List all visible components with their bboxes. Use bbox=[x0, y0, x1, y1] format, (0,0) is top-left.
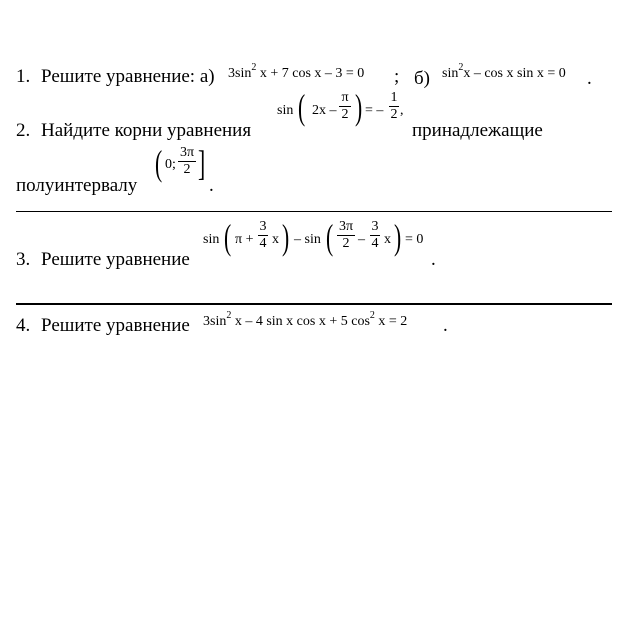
task4-equation: $3\sin^2$ x – 4 sin x cos x + 5 $\cos^2 x = 2$ bbox=[203, 310, 408, 329]
divider-rule-2 bbox=[16, 303, 612, 305]
task2-text: Найдите корни уравнения bbox=[41, 120, 252, 141]
task1-text: Решите уравнение: а) bbox=[41, 66, 215, 87]
task4-number: 4. bbox=[16, 315, 31, 336]
task1-separator: ; bbox=[394, 66, 400, 87]
task4-text: Решите уравнение bbox=[41, 315, 190, 336]
task3-text: Решите уравнение bbox=[41, 249, 190, 270]
task3-number: 3. bbox=[16, 249, 31, 270]
task3-end: . bbox=[431, 249, 436, 270]
task2-after-text: принадлежащие bbox=[412, 120, 543, 141]
task1-a-expression: $3\sin^2$ x + 7 cos x – 3 = 0 bbox=[228, 62, 365, 81]
task2-number: 2. bbox=[16, 120, 31, 141]
task2-end: . bbox=[209, 175, 214, 196]
task1-number: 1. bbox=[16, 66, 31, 87]
task4-end: . bbox=[443, 315, 448, 336]
task1-b-label: б) bbox=[414, 68, 430, 89]
task1-end: . bbox=[587, 68, 592, 89]
divider-rule-1 bbox=[16, 211, 612, 212]
task1-b-expression: $\sin^2x$ – cos x sin x = 0 bbox=[442, 62, 566, 81]
task2-line2-text: полуинтервалу bbox=[16, 175, 138, 196]
